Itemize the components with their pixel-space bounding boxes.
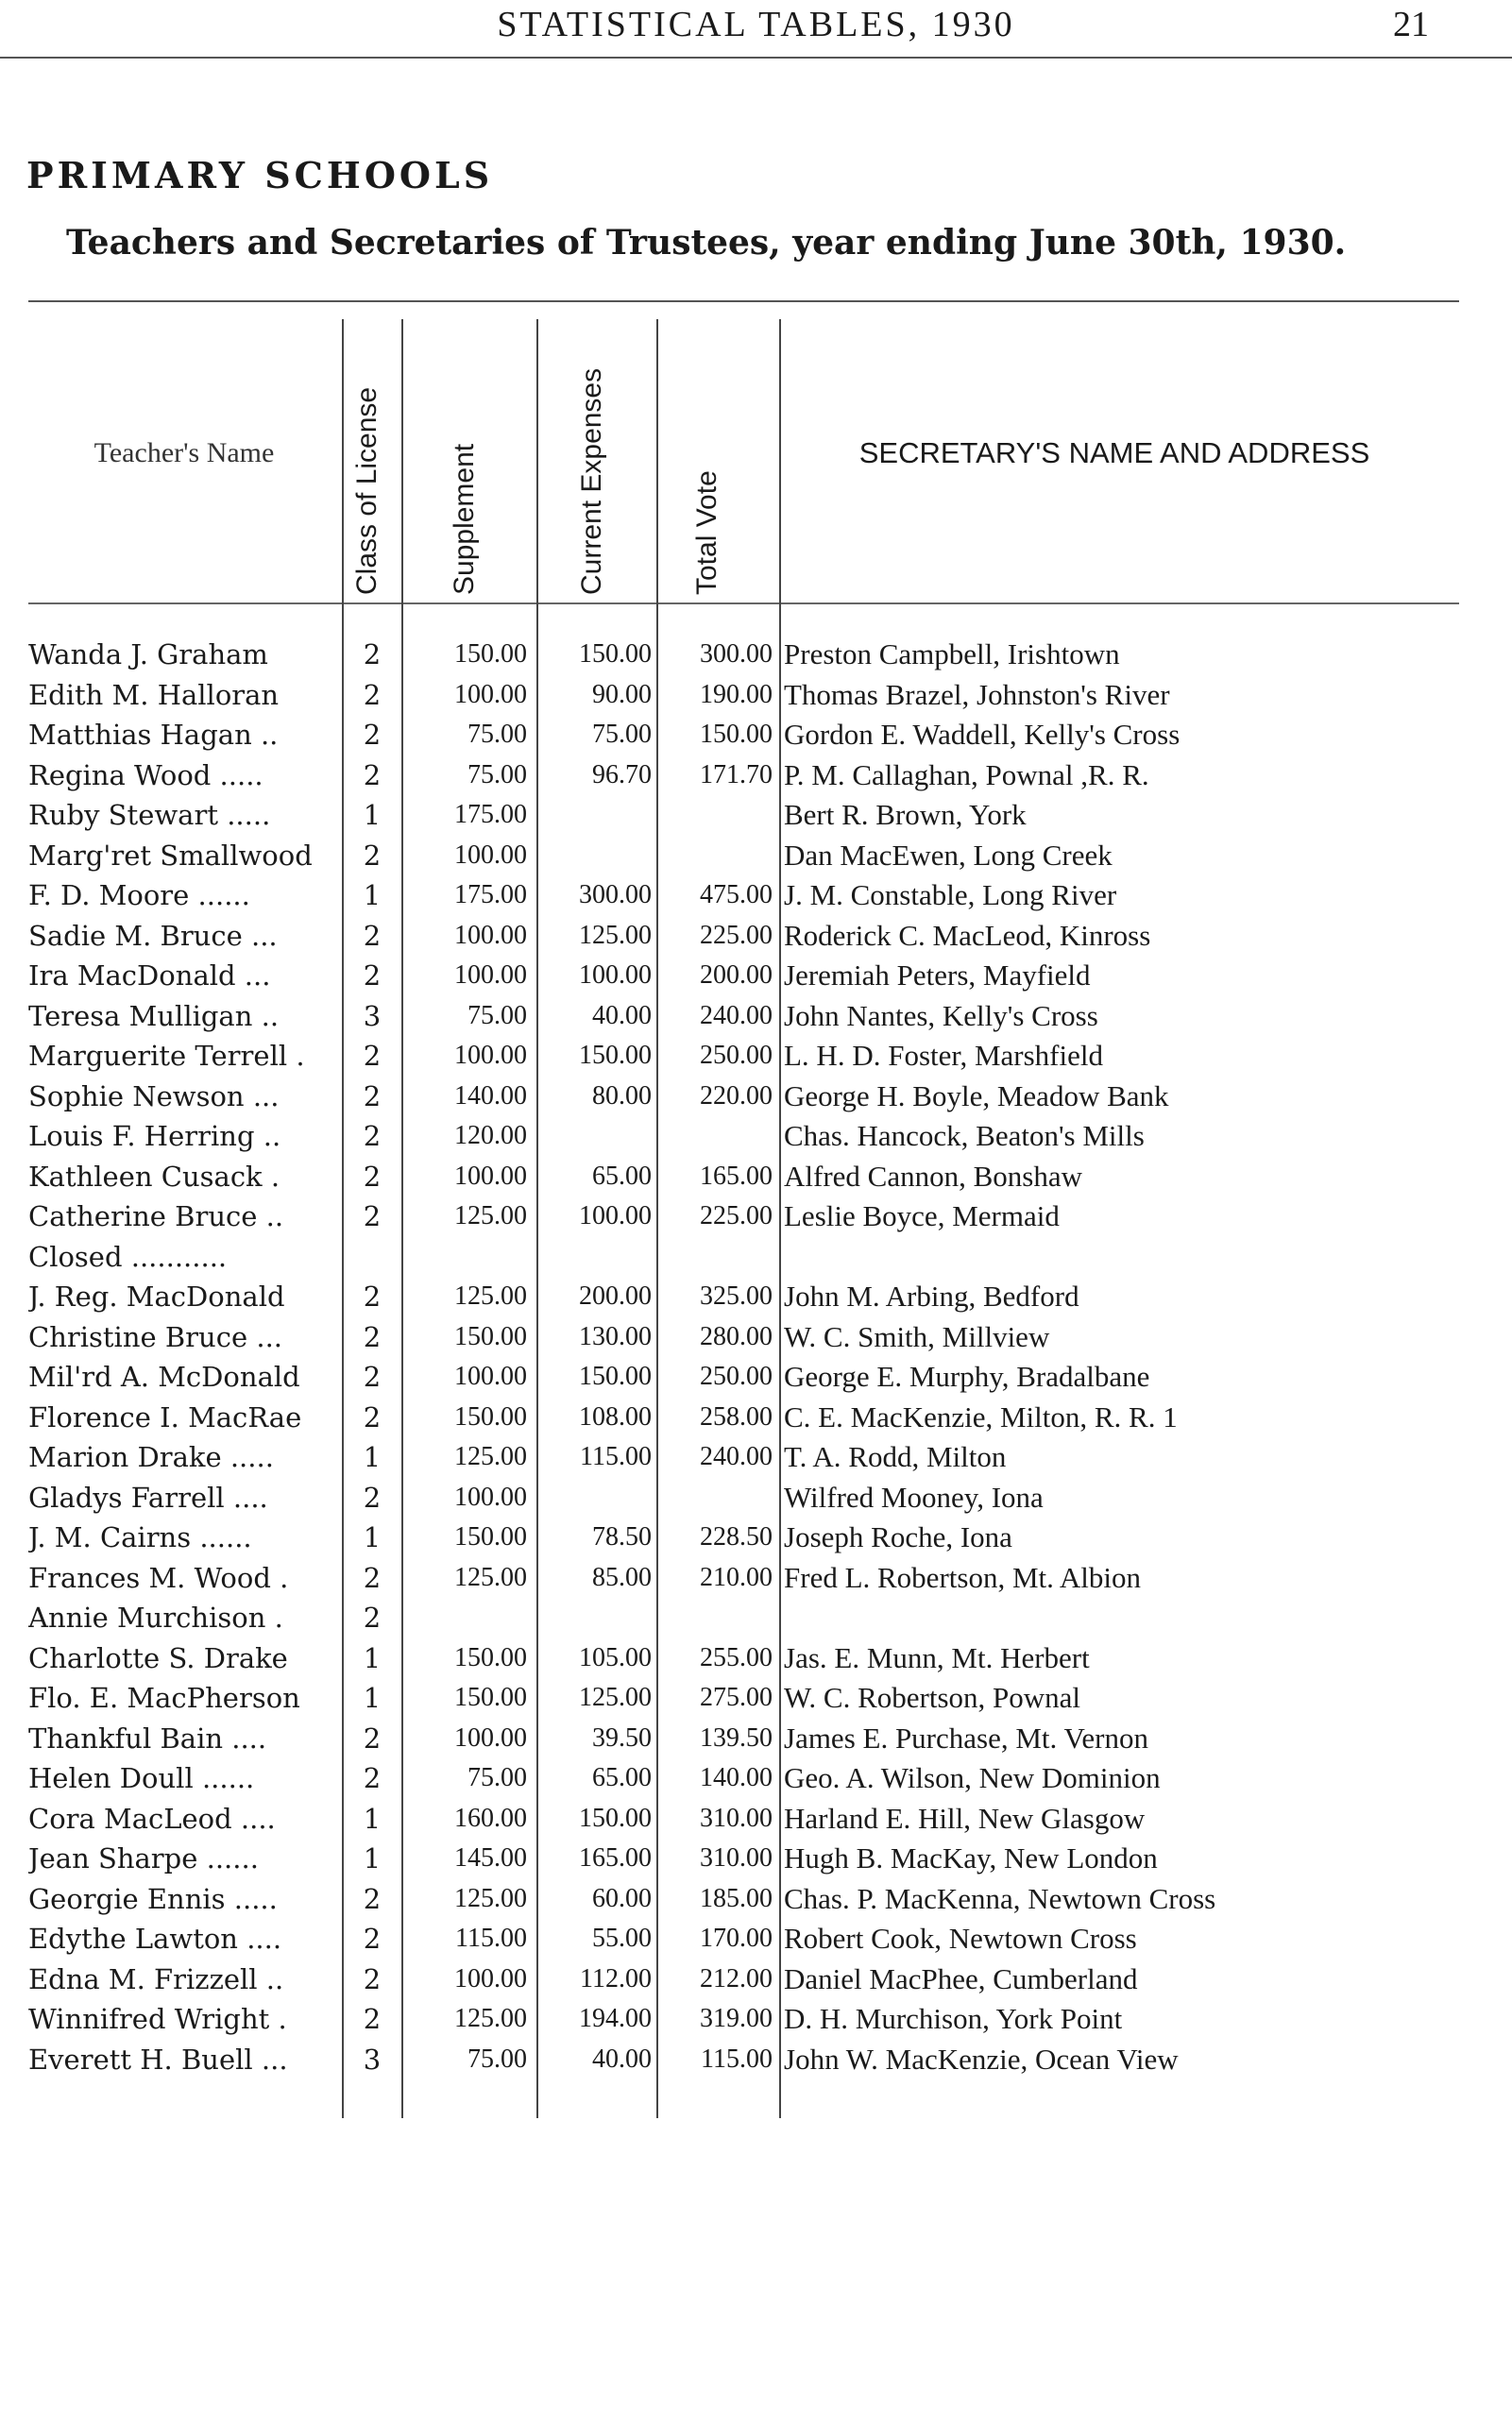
table-row [0,1719,1512,1759]
supplement-cell: 100.00 [454,679,527,709]
teacher-name-cell: Marguerite Terrell . [28,1040,305,1072]
col-header-license: Class of License [351,386,382,595]
supplement-cell: 125.00 [454,2004,527,2033]
current-expenses-cell: 150.00 [579,1362,652,1391]
teacher-name-cell: Edna M. Frizzell .. [28,1962,284,1995]
secretary-cell: P. M. Callaghan, Pownal ,R. R. [784,757,1149,791]
table-row [0,1839,1512,1879]
current-expenses-cell: 194.00 [579,2004,652,2033]
teacher-name-cell: J. M. Cairns ...... [28,1521,252,1553]
supplement-cell: 125.00 [454,1281,527,1311]
table-row [0,1879,1512,1920]
table-row [0,1478,1512,1518]
secretary-cell: Joseph Roche, Iona [784,1520,1012,1553]
current-expenses-cell: 150.00 [579,1041,652,1070]
total-vote-cell: 139.50 [700,1722,773,1753]
supplement-cell: 140.00 [454,1080,527,1111]
total-vote-cell: 225.00 [700,1201,773,1230]
secretary-cell: James E. Purchase, Mt. Vernon [784,1721,1149,1755]
current-expenses-cell: 200.00 [579,1281,652,1311]
supplement-cell: 100.00 [454,960,527,990]
license-class-cell: 2 [363,758,382,791]
license-class-cell: 2 [363,1762,382,1794]
license-class-cell: 2 [363,919,382,952]
license-class-cell: 2 [363,1882,382,1915]
supplement-cell: 75.00 [467,1763,527,1792]
table-subtitle: Teachers and Secretaries of Trustees, year ending June 30th, 1930. [66,223,1347,263]
table-row [0,755,1512,796]
teacher-name-cell: Edith M. Halloran [28,678,280,711]
license-class-cell: 1 [363,1802,382,1835]
table-row [0,1558,1512,1599]
secretary-cell: Preston Campbell, Irishtown [784,637,1120,670]
secretary-cell: John M. Arbing, Bedford [784,1280,1079,1313]
license-class-cell: 2 [363,1722,382,1755]
license-class-cell: 1 [363,1521,382,1553]
license-class-cell: 2 [363,1281,382,1313]
total-vote-cell: 255.00 [700,1642,773,1672]
teacher-name-cell: Winnifred Wright . [28,2003,287,2035]
teacher-name-cell: Mil'rd A. McDonald [28,1361,300,1393]
title-rule [28,300,1459,302]
table-row [0,1237,1512,1278]
supplement-cell: 150.00 [454,1642,527,1672]
supplement-cell: 75.00 [467,759,527,789]
secretary-cell: Chas. P. MacKenna, Newtown Cross [784,1881,1216,1915]
teacher-name-cell: Sophie Newson ... [28,1079,280,1112]
current-expenses-cell: 100.00 [579,960,652,990]
supplement-cell: 100.00 [454,1482,527,1512]
table-row [0,875,1512,916]
current-expenses-cell: 40.00 [592,2044,652,2074]
license-class-cell: 2 [363,1320,382,1353]
license-class-cell: 2 [363,1160,382,1193]
total-vote-cell: 200.00 [700,960,773,990]
secretary-cell: Wilfred Mooney, Iona [784,1480,1044,1514]
secretary-cell: Gordon E. Waddell, Kelly's Cross [784,718,1181,751]
supplement-cell: 125.00 [454,1442,527,1471]
supplement-cell: 100.00 [454,920,527,950]
current-expenses-cell: 100.00 [579,1201,652,1230]
teacher-name-cell: Thankful Bain .... [28,1722,267,1755]
license-class-cell: 2 [363,1120,382,1152]
total-vote-cell: 225.00 [700,920,773,950]
section-title: PRIMARY SCHOOLS [26,154,494,196]
license-class-cell: 2 [363,1602,382,1634]
teacher-name-cell: Marg'ret Smallwood [28,839,313,872]
supplement-cell: 75.00 [467,1000,527,1030]
teacher-name-cell: Georgie Ennis ..... [28,1882,278,1915]
license-class-cell: 2 [363,1561,382,1594]
secretary-cell: W. C. Smith, Millview [784,1319,1050,1353]
total-vote-cell: 212.00 [700,1963,773,1993]
current-expenses-cell: 108.00 [579,1401,652,1432]
current-expenses-cell: 80.00 [592,1080,652,1111]
table-row [0,675,1512,716]
total-vote-cell: 250.00 [700,1041,773,1070]
license-class-cell: 2 [363,719,382,751]
supplement-cell: 100.00 [454,840,527,870]
total-vote-cell: 319.00 [700,2004,773,2033]
supplement-cell: 150.00 [454,1321,527,1351]
current-expenses-cell: 165.00 [579,1843,652,1873]
secretary-cell: George E. Murphy, Bradalbane [784,1360,1150,1393]
current-expenses-cell: 150.00 [579,1803,652,1833]
current-expenses-cell: 105.00 [579,1642,652,1672]
current-expenses-cell: 300.00 [579,880,652,909]
secretary-cell: George H. Boyle, Meadow Bank [784,1078,1169,1112]
supplement-cell: 145.00 [454,1843,527,1873]
total-vote-cell: 115.00 [701,2044,773,2074]
teacher-name-cell: Matthias Hagan .. [28,719,279,751]
table-row [0,1919,1512,1959]
table-row [0,2040,1512,2080]
page-number: 21 [1393,5,1429,44]
teacher-name-cell: F. D. Moore ...... [28,879,250,911]
header-bottom-rule [28,602,1459,604]
secretary-cell: John W. MacKenzie, Ocean View [784,2042,1179,2076]
license-class-cell: 1 [363,879,382,911]
table-row [0,1437,1512,1478]
total-vote-cell: 240.00 [700,1000,773,1030]
secretary-cell: Roderick C. MacLeod, Kinross [784,918,1151,952]
secretary-cell: Fred L. Robertson, Mt. Albion [784,1560,1142,1594]
table-row [0,635,1512,675]
license-class-cell: 2 [363,638,382,670]
secretary-cell: Jeremiah Peters, Mayfield [784,959,1091,992]
col-header-secretary-label: SECRETARY'S NAME AND ADDRESS [858,436,1370,469]
supplement-cell: 150.00 [454,1683,527,1712]
teacher-name-cell: Florence I. MacRae [28,1400,302,1434]
col-header-teacher-label: Teacher's Name [93,437,275,468]
teacher-name-cell: J. Reg. MacDonald [28,1281,285,1313]
supplement-cell: 100.00 [454,1963,527,1993]
col-header-teacher [28,307,340,600]
table-row [0,1357,1512,1398]
total-vote-cell: 140.00 [700,1763,773,1792]
teacher-name-cell: Wanda J. Graham [28,638,268,670]
table-row [0,836,1512,876]
license-class-cell: 2 [363,839,382,872]
secretary-cell: Geo. A. Wilson, New Dominion [784,1761,1161,1794]
secretary-cell: Leslie Boyce, Mermaid [784,1199,1060,1232]
current-expenses-cell: 78.50 [592,1522,652,1552]
current-expenses-cell: 90.00 [592,679,652,709]
supplement-cell: 150.00 [454,1522,527,1552]
total-vote-cell: 300.00 [700,639,773,669]
supplement-cell: 125.00 [454,1562,527,1592]
license-class-cell: 2 [363,1079,382,1112]
current-expenses-cell: 150.00 [579,639,652,669]
table-row [0,1758,1512,1799]
secretary-cell: Dan MacEwen, Long Creek [784,838,1113,872]
teacher-name-cell: Marion Drake ..... [28,1441,274,1473]
current-expenses-cell: 65.00 [592,1763,652,1792]
table-row [0,1077,1512,1117]
secretary-cell: Chas. Hancock, Beaton's Mills [784,1119,1145,1152]
secretary-cell: C. E. MacKenzie, Milton, R. R. 1 [784,1400,1178,1434]
table-row [0,1398,1512,1438]
license-class-cell: 1 [363,1641,382,1674]
total-vote-cell: 165.00 [700,1161,773,1191]
supplement-cell: 150.00 [454,639,527,669]
secretary-cell: L. H. D. Foster, Marshfield [784,1039,1103,1072]
header-rule [0,57,1512,59]
teacher-name-cell: Frances M. Wood . [28,1561,289,1594]
license-class-cell: 2 [363,678,382,711]
table-row [0,996,1512,1037]
teacher-name-cell: Jean Sharpe ...... [28,1842,259,1875]
col-header-secretary [774,307,1454,600]
license-class-cell: 2 [363,959,382,992]
teacher-name-cell: Louis F. Herring .. [28,1120,281,1152]
table-row [0,1196,1512,1237]
total-vote-cell: 171.70 [700,759,773,789]
secretary-cell: Bert R. Brown, York [784,798,1027,831]
current-expenses-cell: 125.00 [579,1683,652,1712]
running-title: STATISTICAL TABLES, 1930 [497,5,1015,44]
total-vote-cell: 240.00 [700,1442,773,1471]
total-vote-cell: 190.00 [700,679,773,709]
current-expenses-cell: 115.00 [580,1442,652,1471]
supplement-cell: 100.00 [454,1362,527,1391]
supplement-cell: 175.00 [454,800,527,829]
license-class-cell: 1 [363,1441,382,1473]
table-row [0,1598,1512,1638]
secretary-cell: T. A. Rodd, Milton [784,1440,1007,1473]
secretary-cell: Thomas Brazel, Johnston's River [784,677,1170,711]
table-row [0,1638,1512,1679]
table-row [0,1999,1512,2040]
total-vote-cell: 185.00 [700,1883,773,1913]
license-class-cell: 2 [363,1200,382,1232]
supplement-cell: 100.00 [454,1041,527,1070]
secretary-cell: Harland E. Hill, New Glasgow [784,1801,1146,1835]
current-expenses-cell: 65.00 [592,1161,652,1191]
table-row [0,1157,1512,1197]
license-class-cell: 3 [363,999,382,1032]
license-class-cell: 1 [363,1682,382,1714]
teacher-name-cell: Everett H. Buell ... [28,2043,288,2076]
teacher-name-cell: Gladys Farrell .... [28,1481,268,1514]
supplement-cell: 75.00 [467,2044,527,2074]
current-expenses-cell: 130.00 [579,1321,652,1351]
secretary-cell: Alfred Cannon, Bonshaw [784,1159,1082,1193]
teacher-name-cell: Helen Doull ...... [28,1762,255,1794]
teacher-name-cell: Ira MacDonald ... [28,959,271,992]
license-class-cell: 3 [363,2043,382,2076]
secretary-cell: D. H. Murchison, York Point [784,2002,1123,2035]
current-expenses-cell: 60.00 [592,1883,652,1913]
current-expenses-cell: 39.50 [592,1722,652,1753]
secretary-cell: Hugh B. MacKay, New London [784,1841,1158,1875]
supplement-cell: 75.00 [467,720,527,749]
table-row [0,916,1512,957]
total-vote-cell: 258.00 [700,1401,773,1432]
license-class-cell: 2 [363,1923,382,1955]
license-class-cell: 2 [363,1400,382,1434]
running-header [0,4,1512,51]
table-row [0,1036,1512,1077]
table-row [0,1678,1512,1719]
total-vote-cell: 170.00 [700,1924,773,1953]
teacher-name-cell: Ruby Stewart ..... [28,799,271,831]
teacher-name-cell: Christine Bruce ... [28,1320,283,1353]
total-vote-cell: 210.00 [700,1562,773,1592]
current-expenses-cell: 125.00 [579,920,652,950]
table-row [0,1277,1512,1317]
table-row [0,1317,1512,1358]
license-class-cell: 2 [363,1962,382,1995]
table-row [0,1959,1512,2000]
supplement-cell: 120.00 [454,1121,527,1150]
teacher-name-cell: Catherine Bruce .. [28,1200,284,1232]
total-vote-cell: 310.00 [700,1843,773,1873]
total-vote-cell: 220.00 [700,1080,773,1111]
supplement-cell: 115.00 [455,1924,527,1953]
supplement-cell: 150.00 [454,1401,527,1432]
total-vote-cell: 228.50 [700,1522,773,1552]
table-row [0,1116,1512,1157]
total-vote-cell: 280.00 [700,1321,773,1351]
total-vote-cell: 475.00 [700,880,773,909]
secretary-cell: J. M. Constable, Long River [784,878,1117,911]
current-expenses-cell: 96.70 [592,759,652,789]
total-vote-cell: 150.00 [700,720,773,749]
license-class-cell: 1 [363,1842,382,1875]
current-expenses-cell: 112.00 [580,1963,652,1993]
license-class-cell: 2 [363,2003,382,2035]
secretary-cell: Jas. E. Munn, Mt. Herbert [784,1640,1090,1674]
supplement-cell: 175.00 [454,880,527,909]
table-row [0,956,1512,996]
total-vote-cell: 310.00 [700,1803,773,1833]
table-row [0,1799,1512,1840]
current-expenses-cell: 40.00 [592,1000,652,1030]
total-vote-cell: 275.00 [700,1683,773,1712]
license-class-cell: 1 [363,799,382,831]
teacher-name-cell: Edythe Lawton .... [28,1923,282,1955]
secretary-cell: W. C. Robertson, Pownal [784,1681,1081,1714]
col-header-supplement: Supplement [449,443,480,595]
license-class-cell: 2 [363,1361,382,1393]
current-expenses-cell: 55.00 [592,1924,652,1953]
teacher-name-cell: Regina Wood ..... [28,758,263,791]
license-class-cell: 2 [363,1040,382,1072]
supplement-cell: 100.00 [454,1722,527,1753]
teacher-name-cell: Charlotte S. Drake [28,1641,288,1674]
table-row [0,715,1512,755]
total-vote-cell: 250.00 [700,1362,773,1391]
secretary-cell: Robert Cook, Newtown Cross [784,1922,1137,1955]
teacher-name-cell: Flo. E. MacPherson [28,1682,300,1714]
supplement-cell: 100.00 [454,1161,527,1191]
teacher-name-cell: Closed ........... [28,1240,228,1273]
supplement-cell: 160.00 [454,1803,527,1833]
teacher-name-cell: Teresa Mulligan .. [28,999,280,1032]
teacher-name-cell: Cora MacLeod .... [28,1802,276,1835]
secretary-cell: Daniel MacPhee, Cumberland [784,1961,1138,1995]
supplement-cell: 125.00 [454,1883,527,1913]
supplement-cell: 125.00 [454,1201,527,1230]
col-header-current: Current Expenses [576,367,607,595]
secretary-cell: John Nantes, Kelly's Cross [784,998,1098,1032]
license-class-cell: 2 [363,1481,382,1514]
table-row [0,1518,1512,1558]
total-vote-cell: 325.00 [700,1281,773,1311]
teacher-name-cell: Annie Murchison . [28,1602,283,1634]
table-body [0,635,1512,2079]
current-expenses-cell: 85.00 [592,1562,652,1592]
teacher-name-cell: Kathleen Cusack . [28,1160,280,1193]
table-row [0,795,1512,836]
col-header-total: Total Vote [691,470,722,595]
current-expenses-cell: 75.00 [592,720,652,749]
teacher-name-cell: Sadie M. Bruce ... [28,919,278,952]
